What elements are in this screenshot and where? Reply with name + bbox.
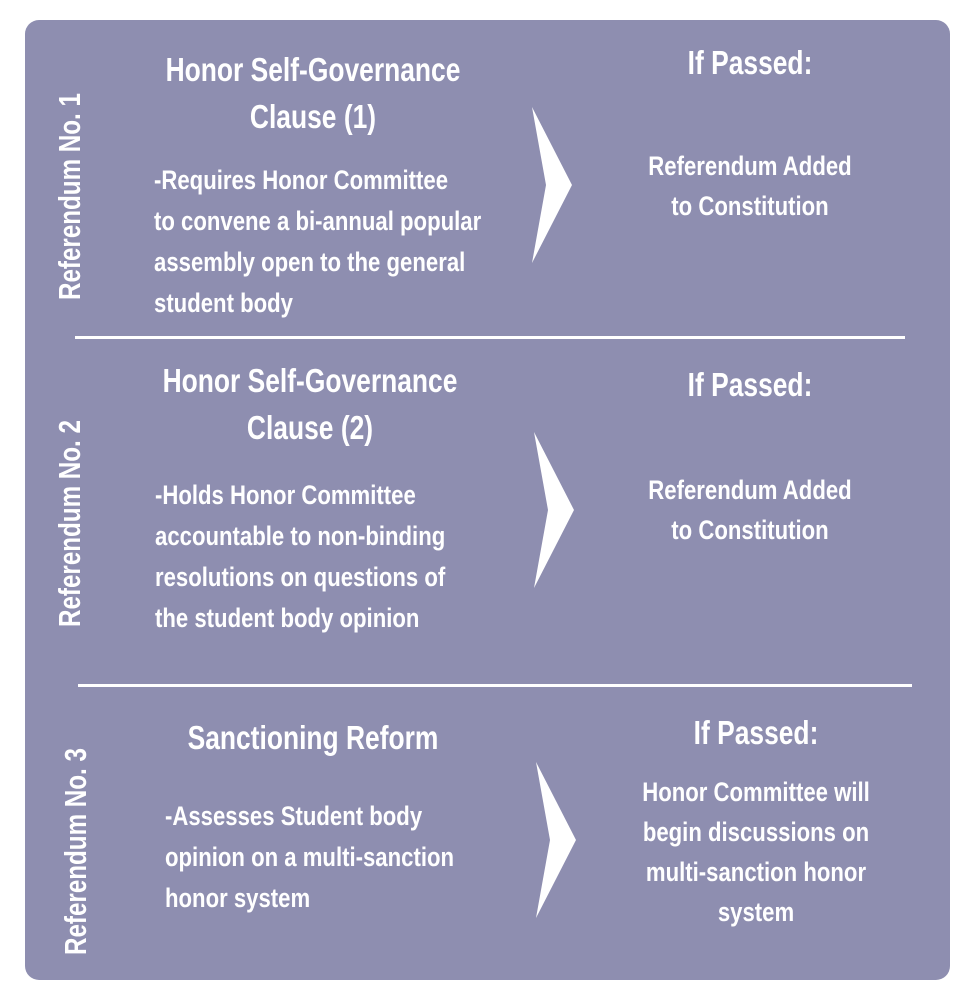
section-divider-1 xyxy=(75,336,905,339)
description-line: -Requires Honor Committee xyxy=(154,165,449,195)
result-heading-3: If Passed: xyxy=(693,714,819,751)
title-line: Sanctioning Reform xyxy=(187,719,439,756)
description-line: assembly open to the general xyxy=(154,247,466,277)
chevron-right-icon xyxy=(532,760,580,920)
result-heading-1: If Passed: xyxy=(687,44,813,81)
result-line: multi-sanction honor xyxy=(645,857,867,887)
result-line: begin discussions on xyxy=(642,817,870,847)
result-heading-2: If Passed: xyxy=(687,366,813,403)
referendum-label-2: Referendum No. 2 xyxy=(52,420,87,627)
referendum-title-1 xyxy=(165,46,461,140)
title-line: Clause (1) xyxy=(249,98,377,135)
referendum-title-2 xyxy=(162,357,458,451)
result-text-2 xyxy=(627,470,873,550)
referendum-description-2 xyxy=(155,475,445,639)
description-line: -Assesses Student body xyxy=(165,801,423,831)
result-line: Referendum Added xyxy=(648,475,852,505)
result-line: Referendum Added xyxy=(648,151,852,181)
referendum-description-1 xyxy=(154,160,481,324)
description-line: to convene a bi-annual popular xyxy=(154,206,482,236)
referendum-description-3 xyxy=(165,796,454,919)
result-line: to Constitution xyxy=(671,515,829,545)
description-line: the student body opinion xyxy=(155,603,420,633)
description-line: -Holds Honor Committee xyxy=(155,480,416,510)
description-line: accountable to non-binding xyxy=(155,521,446,551)
description-line: resolutions on questions of xyxy=(155,562,446,592)
result-line: Honor Committee will xyxy=(642,777,870,807)
title-line: Honor Self-Governance xyxy=(162,362,458,399)
chevron-right-icon xyxy=(530,430,578,590)
referendum-label-3: Referendum No. 3 xyxy=(58,748,93,955)
result-line: to Constitution xyxy=(671,191,829,221)
description-line: opinion on a multi-sanction xyxy=(165,842,455,872)
description-line: student body xyxy=(154,288,293,318)
result-text-1 xyxy=(627,146,873,226)
section-divider-2 xyxy=(78,684,912,687)
referendum-title-3 xyxy=(165,714,461,761)
title-line: Honor Self-Governance xyxy=(165,51,461,88)
description-line: honor system xyxy=(165,883,311,913)
referendum-label-1: Referendum No. 1 xyxy=(52,93,87,301)
result-line: system xyxy=(717,897,795,927)
title-line: Clause (2) xyxy=(246,409,374,446)
chevron-right-icon xyxy=(528,105,576,265)
result-text-3 xyxy=(633,772,879,932)
